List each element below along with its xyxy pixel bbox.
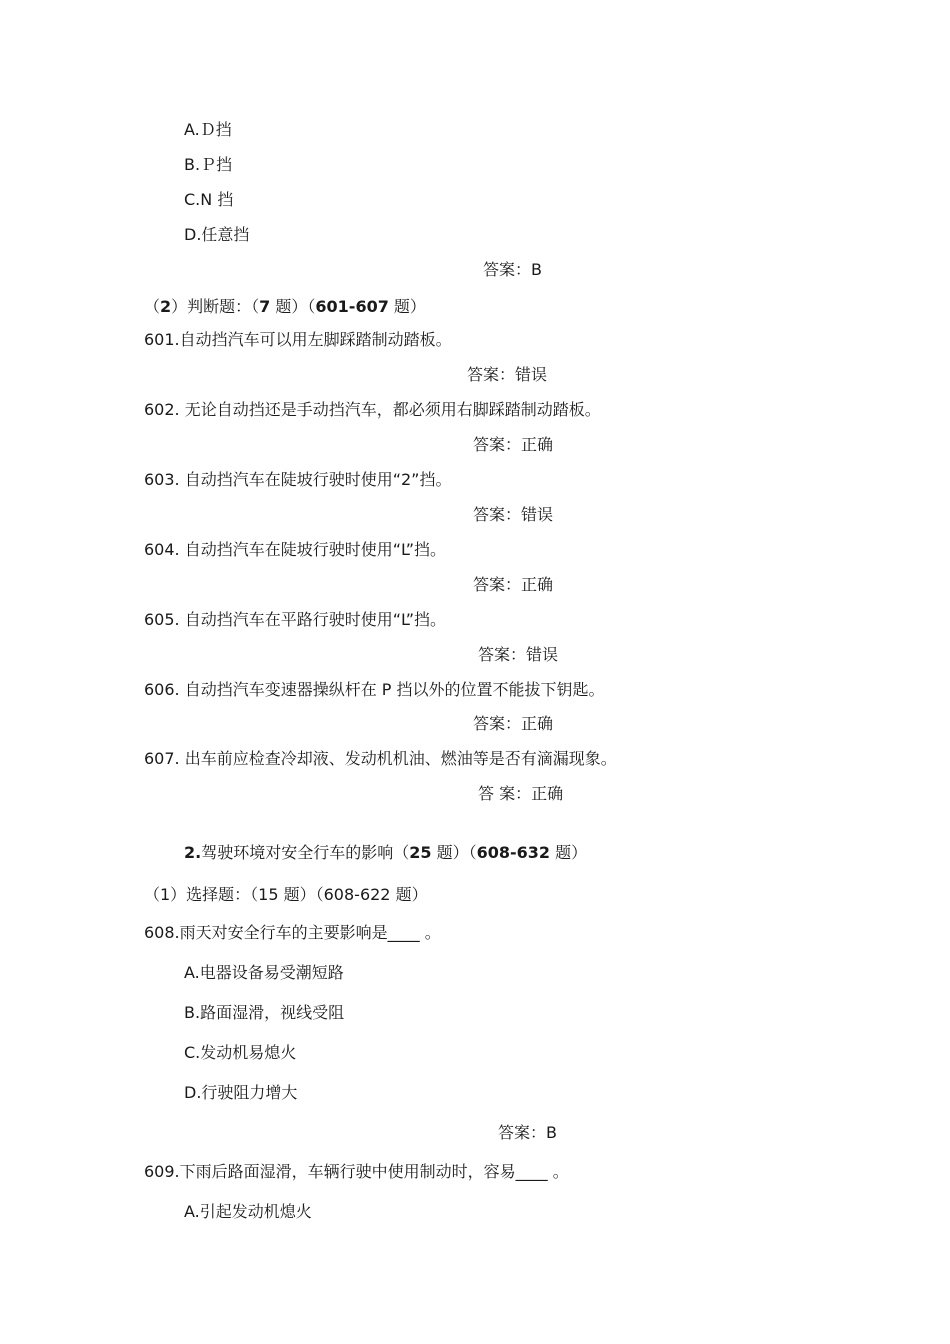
- question-604: 604. 自动挡汽车在陡坡行驶时使用“L”挡。: [144, 540, 447, 559]
- q608-option-b: B.路面湿滑，视线受阻: [184, 1003, 345, 1022]
- question-606: 606. 自动挡汽车变速器操纵杆在 P 挡以外的位置不能拔下钥匙。: [144, 680, 605, 699]
- question-608: 608.雨天对安全行车的主要影响是____ 。: [144, 923, 441, 942]
- option-b: B.Ｐ挡: [184, 155, 233, 174]
- answer-602: 答案：正确: [473, 435, 554, 454]
- question-607: 607. 出车前应检查冷却液、发动机机油、燃油等是否有滴漏现象。: [144, 749, 617, 768]
- answer-606: 答案：正确: [473, 714, 554, 733]
- answer: 答案：B: [483, 260, 542, 279]
- question-609: 609.下雨后路面湿滑，车辆行驶中使用制动时，容易____ 。: [144, 1162, 569, 1181]
- question-601: 601.自动挡汽车可以用左脚踩踏制动踏板。: [144, 330, 452, 349]
- answer-603: 答案：错误: [473, 505, 554, 524]
- answer-608: 答案：B: [498, 1123, 557, 1142]
- answer-604: 答案：正确: [473, 575, 554, 594]
- q608-option-d: D.行驶阻力增大: [184, 1083, 298, 1102]
- q608-option-a: A.电器设备易受潮短路: [184, 963, 344, 982]
- question-602: 602. 无论自动挡还是手动挡汽车，都必须用右脚踩踏制动踏板。: [144, 400, 601, 419]
- chapter-heading: 2.驾驶环境对安全行车的影响（25 题）（608-632 题）: [184, 843, 588, 862]
- q609-option-a: A.引起发动机熄火: [184, 1202, 312, 1221]
- answer-601: 答案：错误: [467, 365, 548, 384]
- option-d: D.任意挡: [184, 225, 250, 244]
- option-a: A.Ｄ挡: [184, 120, 232, 139]
- answer-607: 答 案：正确: [478, 784, 564, 803]
- answer-605: 答案：错误: [478, 645, 559, 664]
- question-603: 603. 自动挡汽车在陡坡行驶时使用“2”挡。: [144, 470, 452, 489]
- question-605: 605. 自动挡汽车在平路行驶时使用“L”挡。: [144, 610, 447, 629]
- q608-option-c: C.发动机易熄火: [184, 1043, 297, 1062]
- section-heading: （2）判断题：（7 题）（601-607 题）: [144, 297, 426, 316]
- option-c: C.N 挡: [184, 190, 234, 209]
- subsection-heading: （1）选择题：（15 题）（608-622 题）: [144, 885, 428, 904]
